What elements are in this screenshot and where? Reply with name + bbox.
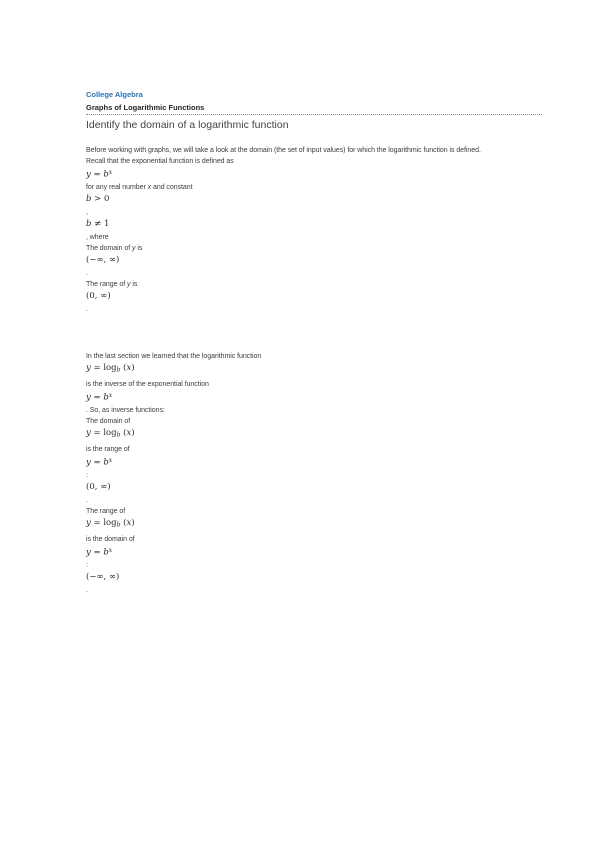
math-expression: (0, ∞) (86, 291, 111, 301)
text-line: Recall that the exponential function is defined as (86, 157, 234, 165)
text-line: . So, as inverse functions: (86, 407, 165, 414)
math-expression: (−∞, ∞) (86, 255, 120, 265)
content-block (86, 351, 542, 596)
content-block (86, 145, 542, 316)
text-line: , (86, 209, 88, 216)
text-line: . (86, 497, 88, 504)
text-line: Before working with graphs, we will take a look at the domain (the set of input values) for which the logarithmic function is defined. (86, 146, 481, 154)
text-line: The domain of (86, 418, 131, 425)
section-title: Graphs of Logarithmic Functions (86, 102, 205, 112)
text-line: : (86, 562, 88, 569)
math-expression: $y = b^x$ (86, 546, 113, 557)
text-line: . (86, 587, 88, 594)
text-line: for any real number x and constant (86, 184, 193, 191)
page-heading: Identify the domain of a logarithmic function (86, 118, 289, 131)
course-title: College Algebra (86, 90, 143, 99)
math-expression: b ≠ 1 (86, 219, 110, 229)
math-expression: (−∞, ∞) (86, 572, 120, 582)
math-expression: $y = \log_b (x)$ (86, 363, 135, 374)
text-line: , where (86, 234, 109, 241)
text-line: The range of (86, 508, 126, 515)
text-line: is the domain of (86, 535, 135, 543)
text-line: . (86, 270, 88, 277)
math-expression: (0, ∞) (86, 482, 111, 492)
text-line: . (86, 306, 88, 313)
math-expression: $y = \log_b (x)$ (86, 428, 135, 439)
text-line: is the range of (86, 445, 130, 453)
math-expression: b > 0 (86, 194, 110, 204)
content-blocks (86, 145, 542, 597)
math-expression: $y = b^x$ (86, 391, 113, 402)
text-line: The domain of y is (86, 245, 143, 252)
text-line: In the last section we learned that the logarithmic function (86, 353, 262, 360)
math-expression: $y = b^x$ (86, 168, 113, 179)
text-line: is the inverse of the exponential function (86, 380, 209, 388)
document-page (86, 90, 542, 596)
math-expression: $y = \log_b (x)$ (86, 518, 135, 529)
math-expression: $y = b^x$ (86, 456, 113, 467)
dotted-separator (86, 114, 542, 115)
text-line: : (86, 472, 88, 479)
text-line: The range of y is (86, 281, 138, 288)
